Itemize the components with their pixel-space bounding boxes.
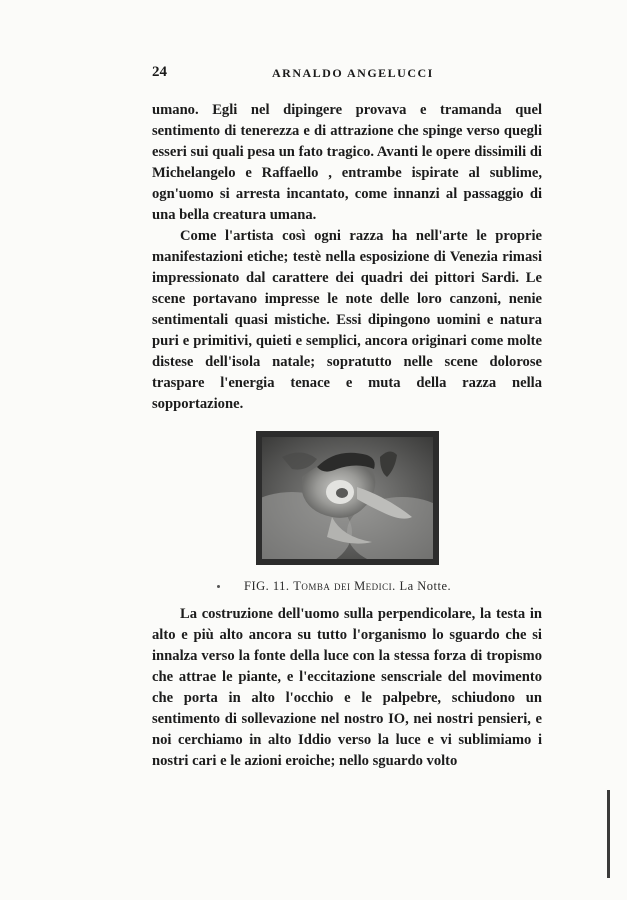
figure-title: Tomba dei Medici. xyxy=(293,579,396,593)
paragraph-2: Come l'artista così ogni razza ha nell'arte le proprie manifestazioni etiche; testè nella esposizione di Venezia rimasi impressionato dal carattere dei quadri dei pittori Sardi. Le scene portavano impresse le note delle loro canzoni, nenie sentimentali quasi mistiche. Essi dipingono uomini e natura puri e primitivi, quieti e semplici, ancora originari come molte distese dell'isola natale; sopratutto nelle scene dolorose traspare l'energia tenace e muta della razza nella sopportazione. xyxy=(152,228,542,412)
paragraph-1: umano. Egli nel dipingere provava e tramanda quel sentimento di tenerezza e di attrazione che spinge verso quegli esseri sui quali pesa un fato tragico. Avanti le opere dissimili di Michelangelo e Raffaello , entrambe ispirate al sublime, ogn'uomo si arresta incantato, come innanzi al passaggio di una bella creatura umana. xyxy=(152,102,542,223)
paragraph-3: La costruzione dell'uomo sulla perpendicolare, la testa in alto e più alto ancora su tutto l'organismo lo sguardo che si innalza verso la fonte della luce con la stessa forza di tropismo che attrae le piante, e l'eccitazione senscriale del movimento che porta in alto l'occhio e le palpebre, schiudono un sentimento di sollevazione nel nostro IO, nei nostri pensieri, e noi cerchiamo in alto Iddio verso la luce e vi sublimiamo i nostri cari e le azioni eroiche; nello sguardo volto xyxy=(152,606,542,769)
page-header xyxy=(152,64,542,86)
sculpture-image xyxy=(262,437,433,559)
page-number: 24 xyxy=(152,64,167,80)
stray-ink-dot xyxy=(217,585,220,588)
figure-subtitle: La Notte. xyxy=(399,579,452,593)
sculpture-photo xyxy=(262,437,433,559)
running-head: ARNALDO ANGELUCCI xyxy=(272,66,434,80)
figure-label: FIG. 11. xyxy=(244,579,290,593)
figure-caption xyxy=(244,579,451,594)
figure-photo xyxy=(256,431,439,565)
page-edge-shadow xyxy=(607,790,610,878)
